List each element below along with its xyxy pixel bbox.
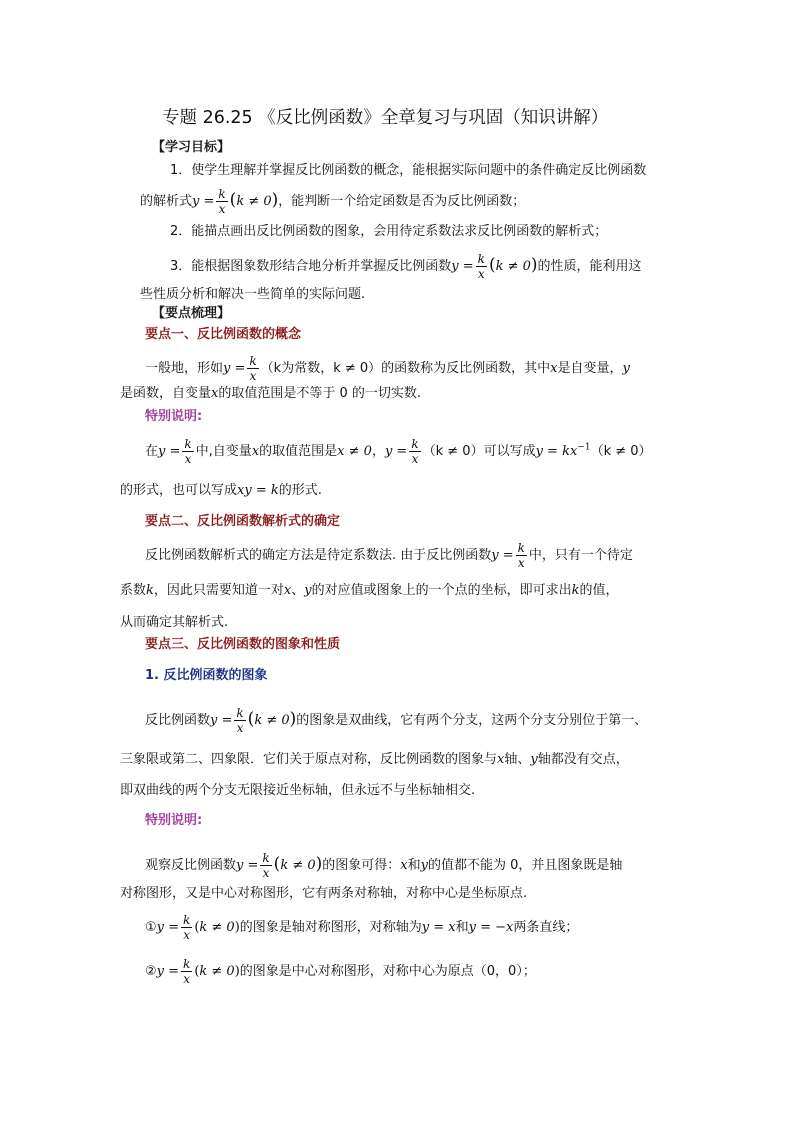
paren: ( [247,709,255,729]
numerator: k [184,437,192,451]
var-x: x [251,444,260,459]
var-x: x [211,386,219,401]
text: 3．能根据图象数形结合地分析并掌握反比例函数 [170,259,452,274]
fraction-k-over-x [476,252,487,281]
denominator: x [517,556,525,570]
numerator: k [183,913,191,927]
denominator: x [249,369,257,383]
formula-y: y = [236,858,259,873]
text: 、 [291,583,305,598]
text: 的性质，能利用这 [537,259,642,274]
special-note-2-label: 特别说明: [145,813,203,828]
kp2-line-1 [145,541,633,570]
section-heading-objectives: 【学习目标】 [152,140,231,155]
text: ，因此只需要知道一对 [153,583,284,598]
numerator: k [249,354,257,368]
sub-heading-graph: 1. 反比例函数的图象 [145,668,268,683]
denominator: x [184,452,192,466]
key-point-1-heading: 要点一、反比例函数的概念 [145,327,302,342]
var-x: x [283,583,292,598]
paren: ) [234,964,240,979]
paren: ( [229,190,237,210]
denominator: x [411,452,419,466]
paren: ( [273,854,281,874]
note-1-line-1 [145,437,652,466]
numerator: k [477,252,485,266]
text: （k ≠ 0） [590,444,652,459]
paren: ( [194,964,200,979]
paren: ( [488,255,496,275]
section-heading-key-points: 【要点梳理】 [152,306,231,321]
formula-y-x: y = x [421,920,456,935]
text: 是自变量， [557,361,623,376]
formula-y: y = [223,361,246,376]
page-title: 专题 26.25 《反比例函数》全章复习与巩固（知识讲解） [162,108,609,128]
kp2-line-3: 从而确定其解析式. [120,615,229,630]
condition: k ≠ 0 [280,858,316,873]
text: 三象限或第二、四象限．它们关于原点对称，反比例函数的图象与 [120,752,498,767]
fraction-k-over-x [182,437,193,466]
denominator: x [218,202,226,216]
fraction-k-over-x [516,541,527,570]
note-2-line-1 [145,851,622,880]
text: 的值都不能为 0，并且图象既是轴 [428,858,623,873]
formula-y: y = [158,444,181,459]
text: ② [145,964,157,979]
numerator: k [236,706,244,720]
paren: ) [234,920,240,935]
fraction-k-over-x [234,706,245,735]
condition-x: x ≠ 0 [337,444,372,459]
text: 轴都没有交点， [537,752,629,767]
text: 的值， [579,583,619,598]
text: 一般地，形如 [145,361,224,376]
text: 的图象可得： [322,858,401,873]
text: 的图象是中心对称图形，对称中心为原点（0，0）； [239,964,536,979]
text: 反比例函数解析式的确定方法是待定系数法. 由于反比例函数 [145,548,492,563]
text: 两条直线； [513,920,579,935]
fraction-k-over-x [260,851,271,880]
key-point-2-heading: 要点二、反比例函数解析式的确定 [145,514,341,529]
formula-xy-k: xy = k [237,483,279,498]
formula-kx-inverse: y = kx [535,444,578,459]
numerator: k [411,437,419,451]
var-x: x [400,858,408,873]
text: 是函数，自变量 [120,386,212,401]
var-x: x [550,361,558,376]
kp3-line-3: 即双曲线的两个分支无限接近坐标轴，但永远不与坐标轴相交. [120,783,476,798]
objective-3-line-2: 些性质分析和解决一些简单的实际问题. [140,287,366,302]
formula-y: y = [491,548,514,563]
condition: k ≠ 0 [495,259,531,274]
numerator: k [517,541,525,555]
text: ① [145,920,157,935]
text: 的图象是轴对称图形，对称轴为 [239,920,422,935]
var-y: y [304,583,312,598]
fraction-k-over-x [409,437,420,466]
formula-y-neg-x: y = −x [468,920,514,935]
text: 系数 [120,583,147,598]
text: 的对应值或图象上的一个点的坐标，即可求出 [311,583,572,598]
exponent: −1 [577,442,591,453]
fraction-k-over-x [181,913,192,942]
text: 观察反比例函数 [145,858,237,873]
condition: k ≠ 0 [254,713,290,728]
property-2 [145,957,536,986]
paren: ) [289,709,297,729]
denominator: x [236,721,244,735]
text: ，能判断一个给定函数是否为反比例函数； [278,194,526,209]
denominator: x [477,267,485,281]
condition: k ≠ 0 [236,194,272,209]
text: 和 [407,858,421,873]
objective-1-line-1: 1．使学生理解并掌握反比例函数的概念，能根据实际问题中的条件确定反比例函数 [170,163,647,178]
condition: k ≠ 0 [199,920,235,935]
paren: ) [315,854,323,874]
numerator: k [218,187,226,201]
kp3-line-1 [145,706,647,735]
text: 的形式，也可以写成 [120,483,238,498]
text: 的取值范围是 [259,444,338,459]
fraction-k-over-x [216,187,227,216]
kp1-line-1 [145,354,630,383]
objective-3-line-1 [170,252,642,281]
var-x: x [497,752,505,767]
var-y: y [530,752,538,767]
formula-y: y = [156,964,180,979]
denominator: x [183,928,191,942]
text: 和 [455,920,469,935]
paren: ) [530,255,538,275]
var-k: k [146,583,154,598]
formula-y: y = [156,920,180,935]
text: 反比例函数 [145,713,211,728]
text: （k为常数，k ≠ 0）的函数称为反比例函数，其中 [260,361,551,376]
objective-1-line-2 [140,187,525,216]
var-k: k [571,583,580,598]
formula-y: y = [192,194,215,209]
var-y: y [622,361,630,376]
text: 轴、 [504,752,531,767]
kp1-line-2 [120,384,421,404]
note-1-line-2 [120,481,322,501]
special-note-1-label: 特别说明: [145,409,203,424]
formula-y: y = [451,259,474,274]
text: ， [371,444,385,459]
fraction-k-over-x [181,957,192,986]
denominator: x [262,866,270,880]
text: 的图象是双曲线，它有两个分支，这两个分支分别位于第一、 [296,713,648,728]
formula-y: y = [210,713,233,728]
kp3-line-2 [120,750,629,770]
text: 的取值范围是不等于 0 的一切实数. [218,386,422,401]
paren: ) [271,190,279,210]
var-y: y [420,858,428,873]
text: 的解析式 [140,194,193,209]
note-2-line-2: 对称图形，又是中心对称图形，它有两条对称轴，对称中心是坐标原点. [120,886,528,901]
text: 中，只有一个待定 [528,548,633,563]
kp2-line-2 [120,581,619,601]
objective-2: 2．能描点画出反比例函数的图象，会用待定系数法求反比例函数的解析式； [170,224,608,239]
text: 的形式. [278,483,322,498]
paren: ( [194,920,200,935]
formula-y: y = [384,444,408,459]
numerator: k [183,957,191,971]
text: 中,自变量 [195,444,252,459]
key-point-3-heading: 要点三、反比例函数的图象和性质 [145,637,341,652]
condition: k ≠ 0 [199,964,235,979]
text: （k ≠ 0）可以写成 [422,444,536,459]
property-1 [145,913,578,942]
text: 在 [145,444,159,459]
denominator: x [183,972,191,986]
numerator: k [262,851,270,865]
fraction-k-over-x [247,354,258,383]
